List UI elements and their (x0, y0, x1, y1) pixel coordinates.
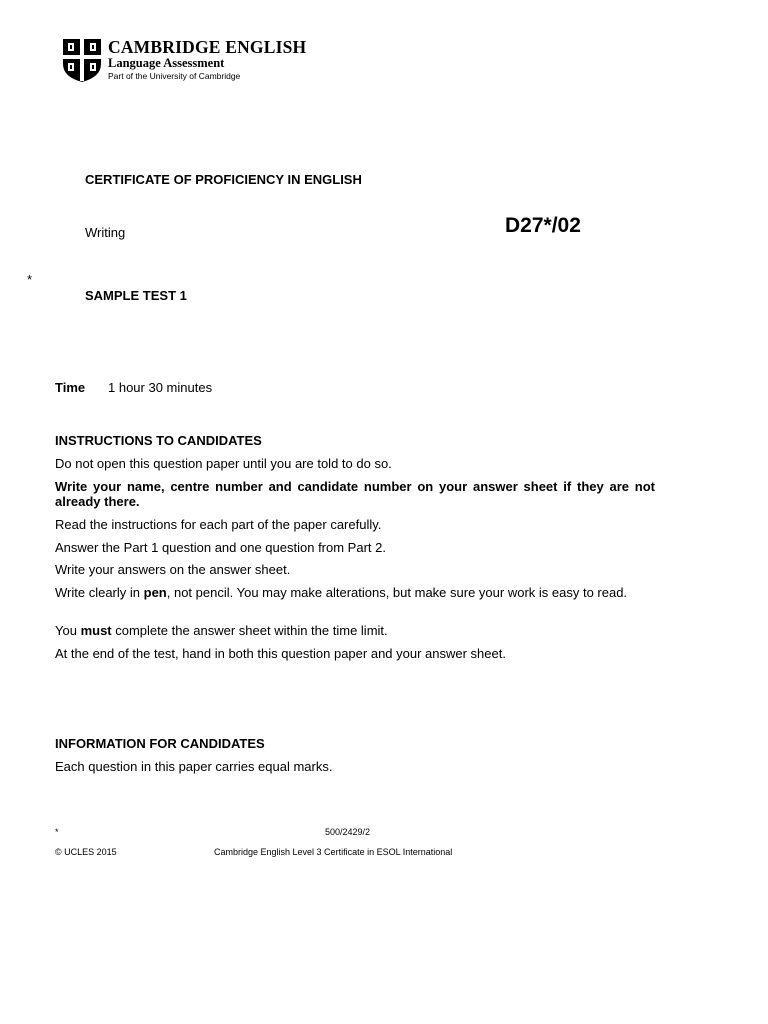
logo-part-of: Part of the University of Cambridge (108, 71, 241, 81)
instructions-heading: INSTRUCTIONS TO CANDIDATES (55, 433, 262, 448)
information-heading: INFORMATION FOR CANDIDATES (55, 736, 265, 751)
certificate-title: CERTIFICATE OF PROFICIENCY IN ENGLISH (85, 172, 362, 187)
footer-star: * (55, 827, 59, 837)
time-value: 1 hour 30 minutes (108, 380, 213, 395)
instruction-emphasis: must (80, 623, 112, 638)
information-line: Each question in this paper carries equal marks. (55, 759, 333, 774)
time-label: Time (55, 380, 86, 395)
instruction-text: Write clearly in (55, 585, 144, 600)
instruction-text: You (55, 623, 81, 638)
instruction-line: At the end of the test, hand in both this question paper and your answer sheet. (55, 646, 506, 661)
footer-copyright: © UCLES 2015 (55, 847, 117, 857)
sample-test-label: SAMPLE TEST 1 (85, 288, 187, 303)
star-mark: * (27, 272, 33, 287)
instruction-line: Write your answers on the answer sheet. (55, 562, 291, 577)
paper-code: D27*/02 (505, 214, 581, 237)
logo-subtitle: Language Assessment (108, 56, 225, 70)
instruction-text: , not pencil. You may make alterations, but make sure your work is easy to read. (166, 585, 628, 600)
instruction-line: Answer the Part 1 question and one question from Part 2. (55, 540, 386, 555)
instruction-line: Read the instructions for each part of the paper carefully. (55, 517, 382, 532)
instruction-line (55, 623, 655, 638)
instruction-line: Do not open this question paper until you are told to do so. (55, 456, 392, 471)
logo-brand-text: CAMBRIDGE ENGLISH (108, 37, 307, 57)
instruction-emphasis: pen (143, 585, 167, 600)
instruction-text: complete the answer sheet within the time limit. (111, 623, 388, 638)
subject-label: Writing (85, 225, 126, 240)
footer-code: 500/2429/2 (325, 827, 371, 837)
instruction-line: Write your name, centre number and candidate number on your answer sheet if they are not already there. (55, 479, 655, 509)
cambridge-shield-logo (62, 38, 102, 88)
footer-level: Cambridge English Level 3 Certificate in ESOL International (214, 847, 453, 857)
instruction-line (55, 585, 655, 600)
